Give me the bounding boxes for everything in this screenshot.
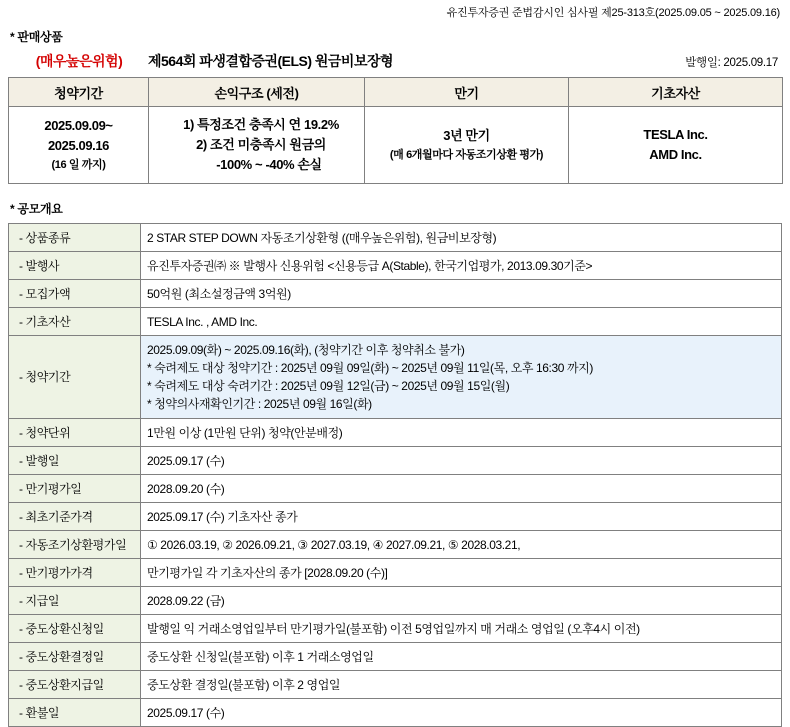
subscription-period-line2: 2025.09.16 (47, 138, 110, 154)
table-row (9, 447, 782, 475)
detail-row-label: - 자동조기상환평가일 (9, 531, 141, 559)
offering-detail-body (9, 224, 782, 727)
table-row (9, 671, 782, 699)
summary-header-payoff-structure: 손익구조 (세전) (149, 78, 365, 107)
detail-row-label: - 환불일 (9, 699, 141, 727)
summary-cell-subscription-period (9, 107, 149, 184)
table-row (9, 224, 782, 252)
detail-row-label: - 청약기간 (9, 336, 141, 419)
table-row (9, 587, 782, 615)
table-row (9, 280, 782, 308)
table-row (9, 475, 782, 503)
detail-row-value: 2025.09.17 (수) (141, 699, 782, 727)
detail-row-label: - 기초자산 (9, 308, 141, 336)
detail-row-value-line: * 숙려제도 대상 숙려기간 : 2025년 09월 12일(금) ~ 2025년 09월 15일(월) (147, 379, 510, 393)
summary-header-underlying-asset: 기초자산 (569, 78, 783, 107)
sales-product-heading: * 판매상품 (10, 30, 63, 44)
product-title-row (8, 49, 782, 77)
detail-row-value: 중도상환 신청일(불포함) 이후 1 거래소영업일 (141, 643, 782, 671)
detail-row-label: - 중도상환신청일 (9, 615, 141, 643)
detail-row-label: - 모집가액 (9, 280, 141, 308)
maturity-line1: 3년 만기 (443, 128, 490, 144)
detail-row-label: - 지급일 (9, 587, 141, 615)
table-row (9, 336, 782, 419)
detail-row-label: - 중도상환지급일 (9, 671, 141, 699)
detail-row-value-line: * 청약의사재확인기간 : 2025년 09월 16일(화) (147, 397, 372, 411)
compliance-note: 유진투자증권 준법감시인 심사필 제25-313호(2025.09.05 ~ 2025.09.16) (446, 7, 780, 19)
summary-header-maturity: 만기 (365, 78, 569, 107)
summary-cell-maturity (365, 107, 569, 184)
table-row (9, 503, 782, 531)
detail-row-value: 2025.09.17 (수) 기초자산 종가 (141, 503, 782, 531)
offering-detail-table (8, 223, 782, 727)
detail-row-label: - 청약단위 (9, 419, 141, 447)
subscription-period-line3: (16 일 까지) (51, 158, 106, 171)
detail-row-value: 2 STAR STEP DOWN 자동조기상환형 ((매우높은위험), 원금비보장형) (141, 224, 782, 252)
summary-header-row (9, 78, 783, 107)
detail-row-value: 2028.09.22 (금) (141, 587, 782, 615)
detail-row-value: 유진투자증권㈜ ※ 발행사 신용위험 <신용등급 A(Stable), 한국기업평가, 2013.09.30기준> (141, 252, 782, 280)
table-row (9, 615, 782, 643)
risk-level-label: (매우높은위험) (35, 53, 123, 69)
table-row (9, 308, 782, 336)
detail-row-label: - 중도상환결정일 (9, 643, 141, 671)
offering-overview-heading: * 공모개요 (10, 202, 63, 216)
detail-row-value: 1만원 이상 (1만원 단위) 청약(안분배정) (141, 419, 782, 447)
detail-row-value: 50억원 (최소설정금액 3억원) (141, 280, 782, 308)
payoff-line1: 1) 특정조건 충족시 연 19.2% (183, 116, 339, 132)
detail-row-label: - 발행일 (9, 447, 141, 475)
detail-row-value: ① 2026.03.19, ② 2026.09.21, ③ 2027.03.19, ④ 2027.09.21, ⑤ 2028.03.21, (141, 531, 782, 559)
detail-row-value (141, 336, 782, 419)
summary-table (8, 77, 783, 184)
table-row (9, 699, 782, 727)
summary-value-row (9, 107, 783, 184)
issue-date-label: 발행일: 2025.09.17 (685, 57, 778, 69)
detail-row-value-line: 2025.09.09(화) ~ 2025.09.16(화), (청약기간 이후 청약취소 불가) (147, 343, 465, 357)
detail-row-value-line: * 숙려제도 대상 청약기간 : 2025년 09월 09일(화) ~ 2025년 09월 11일(목, 오후 16:30 까지) (147, 361, 593, 375)
maturity-line2: (매 6개월마다 자동조기상환 평가) (389, 148, 544, 161)
detail-row-value: 2025.09.17 (수) (141, 447, 782, 475)
subscription-period-line1: 2025.09.09~ (44, 118, 113, 134)
table-row (9, 531, 782, 559)
table-row (9, 643, 782, 671)
table-row (9, 419, 782, 447)
detail-row-value: 중도상환 결정일(불포함) 이후 2 영업일 (141, 671, 782, 699)
product-title: 제564회 파생결합증권(ELS) 원금비보장형 (148, 53, 394, 69)
table-row (9, 252, 782, 280)
summary-cell-underlying-asset (569, 107, 783, 184)
detail-row-value: 만기평가일 각 기초자산의 종가 [2028.09.20 (수)] (141, 559, 782, 587)
detail-row-value: 2028.09.20 (수) (141, 475, 782, 503)
detail-row-label: - 만기평가가격 (9, 559, 141, 587)
payoff-line2: 2) 조건 미충족시 원금의 (196, 136, 326, 152)
detail-row-label: - 발행사 (9, 252, 141, 280)
detail-row-label: - 상품종류 (9, 224, 141, 252)
underlying-line1: TESLA Inc. (643, 126, 708, 142)
underlying-line2: AMD Inc. (649, 147, 702, 162)
detail-row-value: 발행일 익 거래소영업일부터 만기평가일(불포함) 이전 5영업일까지 매 거래소 영업일 (오후4시 이전) (141, 615, 782, 643)
detail-row-label: - 만기평가일 (9, 475, 141, 503)
detail-row-value: TESLA Inc. , AMD Inc. (141, 308, 782, 336)
payoff-line3: -100% ~ -40% 손실 (216, 157, 322, 173)
table-row (9, 559, 782, 587)
section-spacer (8, 184, 782, 198)
detail-row-label: - 최초기준가격 (9, 503, 141, 531)
summary-cell-payoff-structure (149, 107, 365, 184)
summary-header-subscription-period: 청약기간 (9, 78, 149, 107)
